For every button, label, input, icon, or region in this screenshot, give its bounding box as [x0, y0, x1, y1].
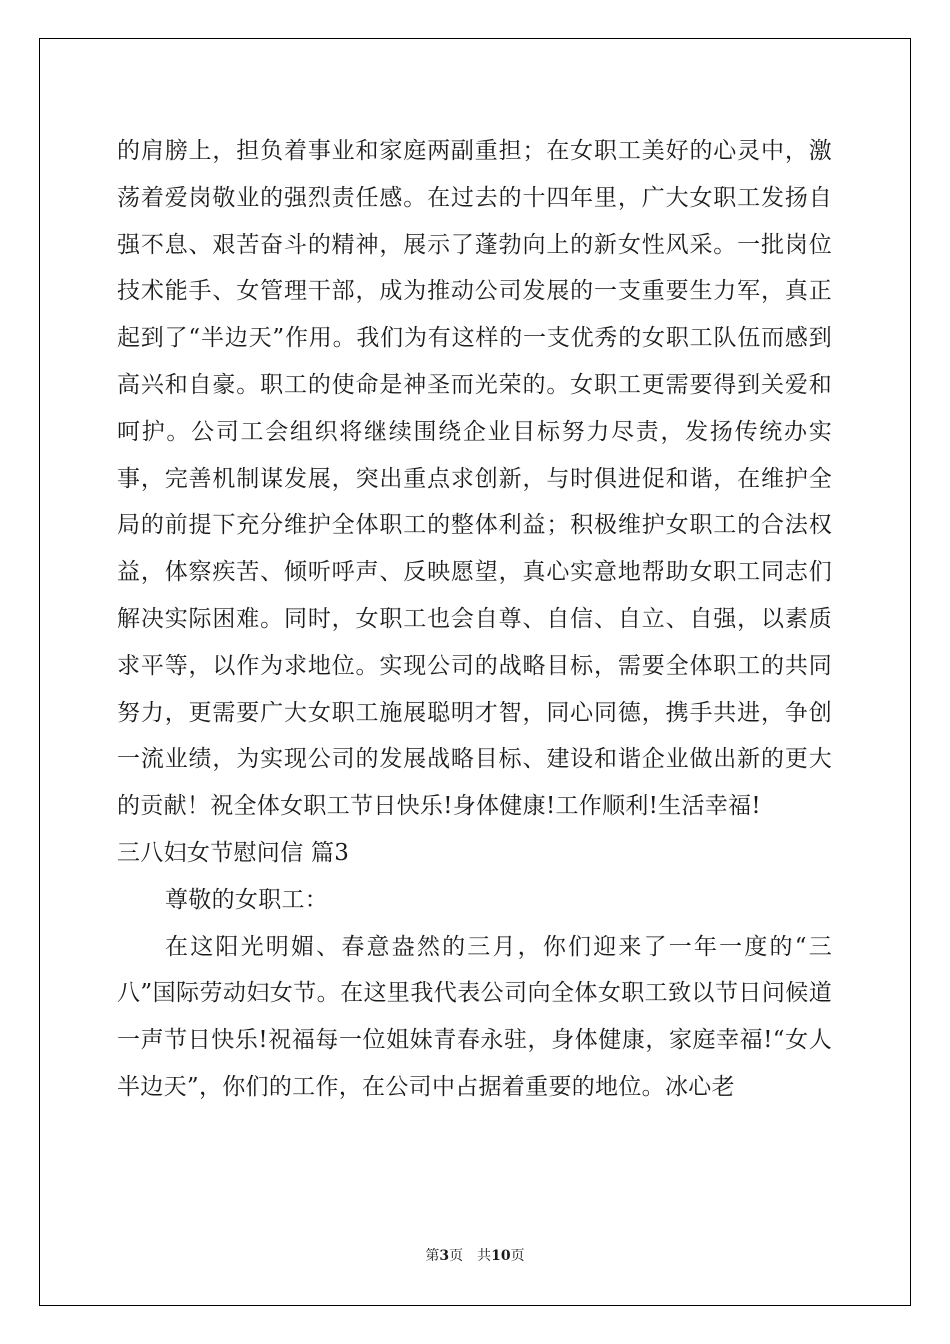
- document-body: [117, 128, 832, 1111]
- section-heading: 三八妇女节慰问信 篇3: [117, 839, 350, 866]
- page-footer: [0, 1245, 950, 1265]
- salutation: 尊敬的女职工：: [165, 886, 329, 913]
- page-total: 共10页: [477, 1248, 525, 1264]
- paragraph-continued: 的肩膀上，担负着事业和家庭两副重担；在女职工美好的心灵中，激荡着爱岗敬业的强烈责任感。在过去的十四年里，广大女职工发扬自强不息、艰苦奋斗的精神，展示了蓬勃向上的新女性风采。一批岗位技术能手、女管理干部，成为推动公司发展的一支重要生力军，真正起到了“半边天”作用。我们为有这样的一支优秀的女职工队伍而感到高兴和自豪。职工的使命是神圣而光荣的。女职工更需要得到关爱和呵护。公司工会组织将继续围绕企业目标努力尽责，发扬传统办实事，完善机制谋发展，突出重点求创新，与时俱进促和谐，在维护全局的前提下充分维护全体职工的整体利益；积极维护女职工的合法权益，体察疾苦、倾听呼声、反映愿望，真心实意地帮助女职工同志们解决实际困难。同时，女职工也会自尊、自信、自立、自强，以素质求平等，以作为求地位。实现公司的战略目标，需要全体职工的共同努力，更需要广大女职工施展聪明才智，同心同德，携手共进，争创一流业绩，为实现公司的发展战略目标、建设和谐企业做出新的更大的贡献！祝全体女职工节日快乐!身体健康!工作顺利!生活幸福!: [117, 138, 832, 820]
- page-number: 第3页: [425, 1248, 464, 1264]
- paragraph-body: 在这阳光明媚、春意盎然的三月，你们迎来了一年一度的“三八”国际劳动妇女节。在这里我代表公司向全体女职工致以节日问候道一声节日快乐!祝福每一位姐妹青春永驻，身体健康，家庭幸福!“女人半边天”，你们的工作，在公司中占据着重要的地位。冰心老: [117, 933, 832, 1100]
